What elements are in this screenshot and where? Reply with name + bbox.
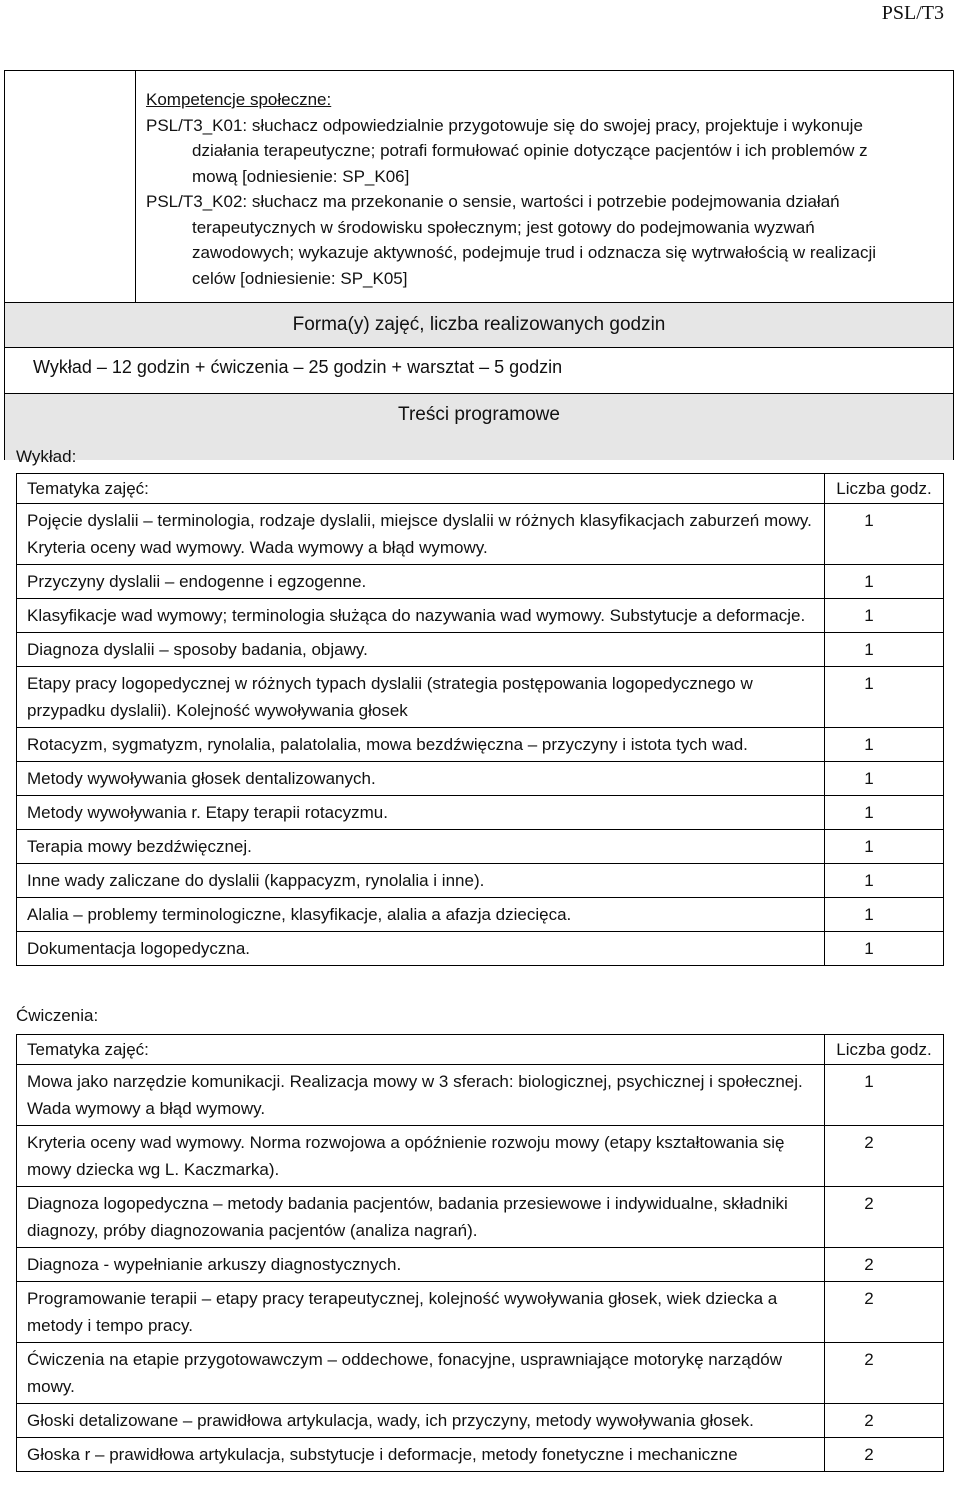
table-row — [17, 728, 944, 762]
topic-cell: Mowa jako narzędzie komunikacji. Realizacja mowy w 3 sferach: biologicznej, psychicznej i społecznej. Wada wymowy a błąd wymowy. — [17, 1065, 825, 1126]
table-row — [17, 633, 944, 667]
lecture-label: Wykład: — [16, 447, 77, 466]
table-header-row — [17, 1035, 944, 1065]
table-row — [17, 1438, 944, 1472]
table-header-row — [17, 474, 944, 504]
table-row — [17, 565, 944, 599]
competence-k02-line: PSL/T3_K02: słuchacz ma przekonanie o sensie, wartości i potrzebie podejmowania działań — [146, 192, 840, 211]
topic-cell: Diagnoza logopedyczna – metody badania pacjentów, badania przesiewowe i indywidualne, składniki diagnozy, próby diagnozowania pacjentów (analiza nagrań). — [17, 1187, 825, 1248]
topic-cell: Dokumentacja logopedyczna. — [17, 932, 825, 966]
table-row — [17, 830, 944, 864]
topic-cell: Diagnoza dyslalii – sposoby badania, objawy. — [17, 633, 825, 667]
hours-cell: 2 — [825, 1343, 944, 1404]
lecture-table — [16, 473, 944, 966]
hours-column-header: Liczba godz. — [825, 1035, 944, 1065]
table-row — [17, 1065, 944, 1126]
hours-cell: 2 — [825, 1438, 944, 1472]
topic-cell: Metody wywoływania głosek dentalizowanych. — [17, 762, 825, 796]
competences-title: Kompetencje społeczne: — [146, 90, 332, 109]
hours-cell: 1 — [825, 762, 944, 796]
hours-cell: 1 — [825, 504, 944, 565]
table-row — [17, 932, 944, 966]
topic-cell: Głoska r – prawidłowa artykulacja, substytucje i deformacje, metody fonetyczne i mechaniczne — [17, 1438, 825, 1472]
topic-cell: Klasyfikacje wad wymowy; terminologia służąca do nazywania wad wymowy. Substytucje a deformacje. — [17, 599, 825, 633]
hours-cell: 2 — [825, 1126, 944, 1187]
table-row — [17, 1126, 944, 1187]
topic-cell: Terapia mowy bezdźwięcznej. — [17, 830, 825, 864]
hours-cell: 1 — [825, 830, 944, 864]
exercises-label: Ćwiczenia: — [16, 1006, 99, 1025]
hours-column-header: Liczba godz. — [825, 474, 944, 504]
table-row — [17, 864, 944, 898]
topic-cell: Pojęcie dyslalii – terminologia, rodzaje dyslalii, miejsce dyslalii w różnych klasyfikacjach zaburzeń mowy. Kryteria oceny wad wymowy. Wada wymowy a błąd wymowy. — [17, 504, 825, 565]
table-row — [17, 1343, 944, 1404]
topic-cell: Kryteria oceny wad wymowy. Norma rozwojowa a opóźnienie rozwoju mowy (etapy kształtowania się mowy dziecka wg L. Kaczmarka). — [17, 1126, 825, 1187]
competence-k01-line: PSL/T3_K01: słuchacz odpowiedzialnie przygotowuje się do swojej pracy, projektuje i wykonuje — [146, 115, 863, 135]
hours-cell: 1 — [825, 667, 944, 728]
topic-column-header: Tematyka zajęć: — [17, 474, 825, 504]
topic-cell: Diagnoza - wypełnianie arkuszy diagnostycznych. — [17, 1248, 825, 1282]
hours-cell: 1 — [825, 565, 944, 599]
topic-cell: Przyczyny dyslalii – endogenne i egzogenne. — [17, 565, 825, 599]
forms-heading: Forma(y) zajęć, liczba realizowanych godzin — [5, 302, 953, 348]
table-row — [17, 1248, 944, 1282]
hours-cell: 1 — [825, 728, 944, 762]
hours-cell: 1 — [825, 932, 944, 966]
table-row — [17, 1404, 944, 1438]
table-row — [17, 762, 944, 796]
table-row — [17, 1282, 944, 1343]
hours-cell: 1 — [825, 1065, 944, 1126]
competence-k02-line: celów [odniesienie: SP_K05] — [192, 268, 408, 288]
syllabus-frame — [4, 70, 954, 460]
topic-cell: Ćwiczenia na etapie przygotowawczym – oddechowe, fonacyjne, usprawniające motorykę narządów mowy. — [17, 1343, 825, 1404]
topic-cell: Inne wady zaliczane do dyslalii (kappacyzm, rynolalia i inne). — [17, 864, 825, 898]
competence-k01-line: mową [odniesienie: SP_K06] — [192, 166, 410, 186]
table-row — [17, 898, 944, 932]
exercises-table — [16, 1034, 944, 1472]
hours-cell: 1 — [825, 898, 944, 932]
hours-cell: 1 — [825, 796, 944, 830]
table-row — [17, 504, 944, 565]
hours-cell: 2 — [825, 1404, 944, 1438]
competence-k01-line: działania terapeutyczne; potrafi formułować opinie dotyczące pacjentów i ich problemów z — [192, 141, 868, 160]
document-code: PSL/T3 — [881, 2, 944, 24]
forms-hours-line: Wykład – 12 godzin + ćwiczenia – 25 godzin + warsztat – 5 godzin — [33, 357, 563, 377]
hours-cell: 1 — [825, 633, 944, 667]
topic-cell: Alalia – problemy terminologiczne, klasyfikacje, alalia a afazja dziecięca. — [17, 898, 825, 932]
hours-cell: 2 — [825, 1282, 944, 1343]
topic-cell: Programowanie terapii – etapy pracy terapeutycznej, kolejność wywoływania głosek, wiek dziecka a metody i tempo pracy. — [17, 1282, 825, 1343]
content-heading: Treści programowe — [5, 393, 953, 460]
hours-cell: 1 — [825, 599, 944, 633]
table-row — [17, 796, 944, 830]
hours-cell: 2 — [825, 1187, 944, 1248]
table-row — [17, 1187, 944, 1248]
topic-cell: Etapy pracy logopedycznej w różnych typach dyslalii (strategia postępowania logopedycznego w przypadku dyslalii). Kolejność wywoływania głosek — [17, 667, 825, 728]
topic-cell: Głoski detalizowane – prawidłowa artykulacja, wady, ich przyczyny, metody wywoływania głosek. — [17, 1404, 825, 1438]
topic-cell: Metody wywoływania r. Etapy terapii rotacyzmu. — [17, 796, 825, 830]
table-row — [17, 667, 944, 728]
competence-k02-line: zawodowych; wykazuje aktywność, podejmuje trud i odznacza się wytrwałością w realizacji — [192, 243, 877, 262]
competences-box — [135, 71, 953, 302]
topic-column-header: Tematyka zajęć: — [17, 1035, 825, 1065]
hours-cell: 2 — [825, 1248, 944, 1282]
hours-cell: 1 — [825, 864, 944, 898]
topic-cell: Rotacyzm, sygmatyzm, rynolalia, palatolalia, mowa bezdźwięczna – przyczyny i istota tych wad. — [17, 728, 825, 762]
competence-k02-line: terapeutycznych w środowisku społecznym; jest gotowy do podejmowania wyzwań — [192, 217, 815, 237]
table-row — [17, 599, 944, 633]
